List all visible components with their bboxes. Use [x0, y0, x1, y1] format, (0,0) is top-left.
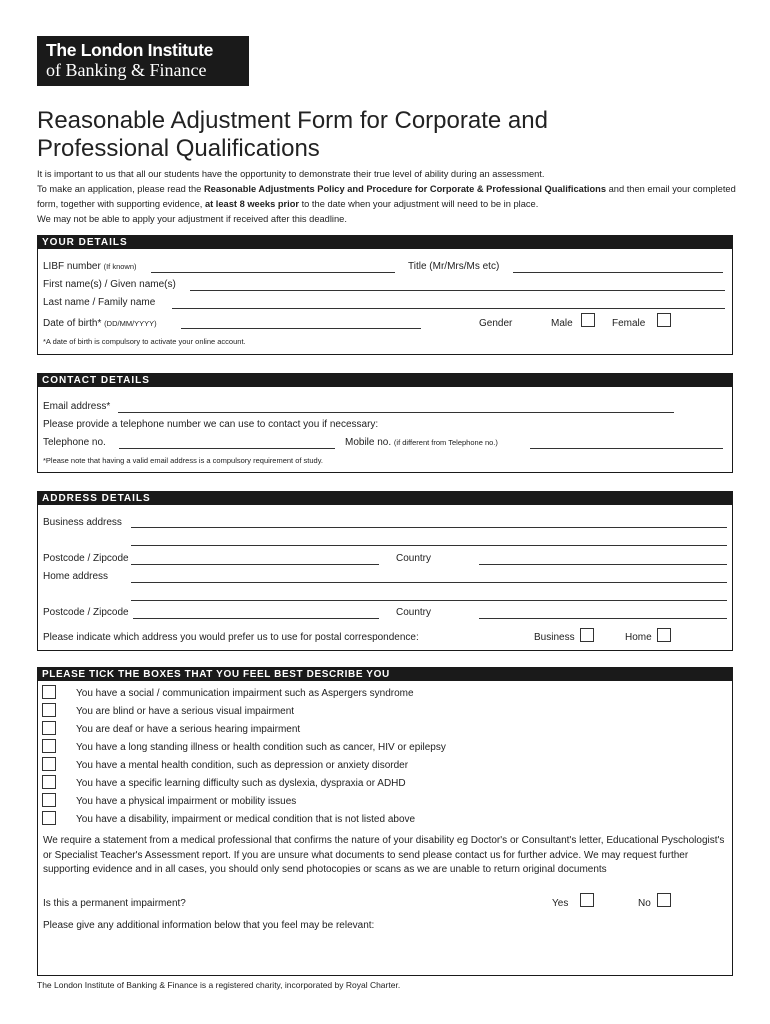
additional-info-area[interactable]: [38, 936, 732, 974]
dob-hint: (DD/MM/YYYY): [104, 319, 157, 328]
dob-label: [43, 318, 157, 329]
intro-text-e: to the date when your adjustment will need to be in place.: [299, 199, 539, 209]
impairment-item-8: You have a disability, impairment or medical condition that is not listed above: [76, 814, 416, 825]
mobile-field[interactable]: [530, 448, 723, 449]
impairment-item-3: You are deaf or have a serious hearing impairment: [76, 724, 301, 735]
yes-checkbox[interactable]: [580, 893, 594, 907]
telephone-field[interactable]: [119, 448, 335, 449]
business-address-label: Business address: [43, 517, 122, 528]
your-details-header: YOUR DETAILS: [38, 236, 732, 249]
dob-field[interactable]: [181, 328, 421, 329]
logo-line-2: of Banking & Finance: [46, 60, 207, 80]
business-address-field-1[interactable]: [131, 527, 727, 528]
impairment-item-1: You have a social / communication impairment such as Aspergers syndrome: [76, 688, 414, 699]
impairments-section: [37, 667, 733, 976]
impairment-item-7: You have a physical impairment or mobility issues: [76, 796, 297, 807]
footer-charity-note: The London Institute of Banking & Finance is a registered charity, incorporated by Royal Charter.: [37, 980, 401, 990]
email-field[interactable]: [118, 412, 674, 413]
impairments-header: PLEASE TICK THE BOXES THAT YOU FEEL BEST DESCRIBE YOU: [38, 668, 732, 681]
libf-label-text: LIBF number: [43, 261, 101, 272]
intro-text-a: To make an application, please read the: [37, 184, 204, 194]
permanent-impairment-prompt: Is this a permanent impairment?: [43, 898, 186, 909]
mobile-label: [345, 437, 498, 448]
intro-text: [37, 167, 737, 227]
last-name-label: Last name / Family name: [43, 297, 156, 308]
home-postcode-field[interactable]: [133, 618, 379, 619]
yes-label: Yes: [552, 898, 569, 909]
home-option-checkbox[interactable]: [657, 628, 671, 642]
mobile-label-text: Mobile no.: [345, 437, 392, 448]
email-label: Email address*: [43, 401, 111, 412]
impairment-item-5: You have a mental health condition, such as depression or anxiety disorder: [76, 760, 409, 771]
business-country-label: Country: [396, 553, 432, 564]
your-details-section: [37, 235, 733, 355]
no-checkbox[interactable]: [657, 893, 671, 907]
medical-statement-text: We require a statement from a medical professional that confirms the nature of your disability eg Doctor's or Consultant's letter, Educational Pyschologist's or Specialist Teacher's Assessment report. If you are unsure what documents to send please contact us for further advice. We may request further supporting evidence and in all cases, you should only send photocopies or scans as we are unable to return original documents: [43, 835, 725, 875]
impairment-item-6: You have a specific learning difficulty such as dyslexia, dyspraxia or ADHD: [76, 778, 406, 789]
deadline-emphasis: at least 8 weeks prior: [204, 199, 300, 209]
libf-number-field[interactable]: [151, 272, 395, 273]
impairment-checkbox-4[interactable]: [42, 739, 56, 753]
page-title: [37, 107, 548, 163]
title-field[interactable]: [513, 272, 723, 273]
impairment-checkbox-8[interactable]: [42, 811, 56, 825]
address-details-section: [37, 491, 733, 651]
home-option-label: Home: [625, 632, 652, 643]
intro-text-c: and then email your completed form, together with supporting evidence,: [37, 184, 736, 209]
first-name-field[interactable]: [190, 290, 725, 291]
libf-number-label: [43, 261, 137, 272]
impairment-checkbox-1[interactable]: [42, 685, 56, 699]
impairment-item-4: You have a long standing illness or health condition such as cancer, HIV or epilepsy: [76, 742, 446, 753]
business-country-field[interactable]: [479, 564, 727, 565]
impairment-checkbox-3[interactable]: [42, 721, 56, 735]
contact-details-section: [37, 373, 733, 473]
email-note: *Please note that having a valid email address is a compulsory requirement of study.: [43, 456, 324, 465]
postal-preference-prompt: Please indicate which address you would prefer us to use for postal correspondence:: [43, 632, 419, 643]
impairment-checkbox-6[interactable]: [42, 775, 56, 789]
no-label: No: [638, 898, 651, 909]
male-checkbox[interactable]: [581, 313, 595, 327]
phone-prompt: Please provide a telephone number we can use to contact you if necessary:: [43, 419, 379, 430]
contact-details-header: CONTACT DETAILS: [38, 374, 732, 387]
business-option-checkbox[interactable]: [580, 628, 594, 642]
additional-info-prompt: Please give any additional information below that you feel may be relevant:: [43, 920, 375, 931]
impairment-checkbox-7[interactable]: [42, 793, 56, 807]
home-address-field-2[interactable]: [131, 600, 727, 601]
home-country-label: Country: [396, 607, 432, 618]
business-address-field-2[interactable]: [131, 545, 727, 546]
impairment-item-2: You are blind or have a serious visual impairment: [76, 706, 295, 717]
home-address-field-1[interactable]: [131, 582, 727, 583]
last-name-field[interactable]: [172, 308, 725, 309]
title-line-2: Professional Qualifications: [37, 135, 320, 162]
male-label: Male: [551, 318, 573, 329]
mobile-hint: (if different from Telephone no.): [393, 438, 498, 447]
logo-line-1: The London Institute: [46, 40, 214, 60]
business-option-label: Business: [534, 632, 575, 643]
address-details-header: ADDRESS DETAILS: [38, 492, 732, 505]
title-label: Title (Mr/Mrs/Ms etc): [408, 261, 500, 272]
dob-label-text: Date of birth*: [43, 318, 102, 329]
telephone-label: Telephone no.: [43, 437, 106, 448]
home-postcode-label: Postcode / Zipcode: [43, 607, 129, 618]
female-checkbox[interactable]: [657, 313, 671, 327]
impairment-checkbox-2[interactable]: [42, 703, 56, 717]
business-postcode-field[interactable]: [131, 564, 379, 565]
dob-note: *A date of birth is compulsory to activate your online account.: [43, 337, 246, 346]
first-name-label: First name(s) / Given name(s): [43, 279, 176, 290]
intro-paragraph-2: [37, 182, 737, 212]
impairment-checkbox-5[interactable]: [42, 757, 56, 771]
home-country-field[interactable]: [479, 618, 727, 619]
libf-hint: (If known): [103, 262, 137, 271]
institute-logo: [37, 36, 249, 86]
title-line-1: Reasonable Adjustment Form for Corporate and: [37, 107, 548, 134]
home-address-label: Home address: [43, 571, 109, 582]
policy-reference: Reasonable Adjustments Policy and Procedure for Corporate & Professional Qualifications: [203, 184, 607, 194]
intro-paragraph-1: It is important to us that all our students have the opportunity to demonstrate their true level of ability during an assessment.: [37, 169, 545, 179]
female-label: Female: [612, 318, 646, 329]
gender-label: Gender: [479, 318, 513, 329]
intro-paragraph-3: We may not be able to apply your adjustment if received after this deadline.: [37, 214, 347, 224]
business-postcode-label: Postcode / Zipcode: [43, 553, 129, 564]
